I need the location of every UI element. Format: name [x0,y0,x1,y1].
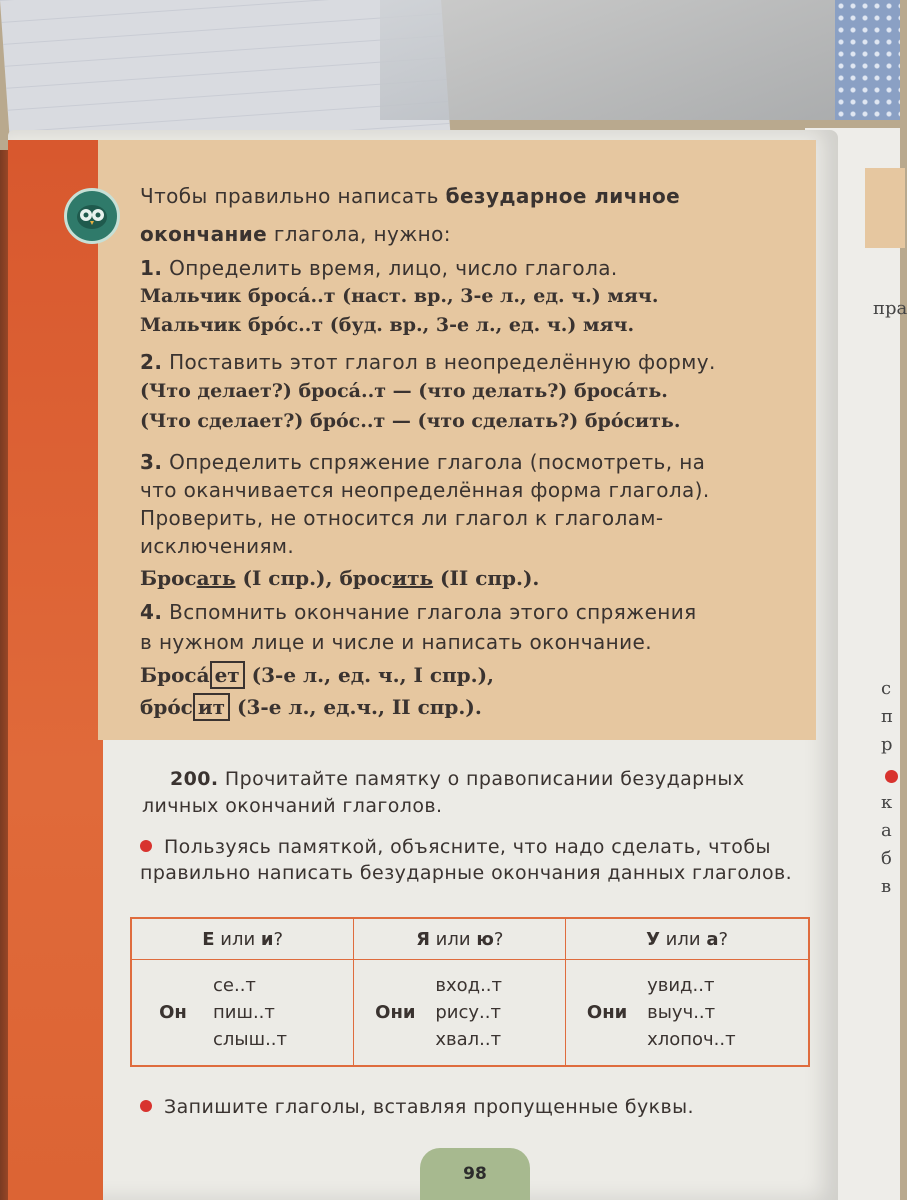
step-text: исключениям. [140,534,295,558]
bullet-icon [140,840,152,852]
verb-word: пиш..т [213,1002,275,1023]
example-lead: Мальчик [140,285,248,307]
pronoun: Они [375,1002,416,1023]
word-list [647,972,736,1053]
right-page-text: р [881,734,893,755]
step-number: 2. [140,350,163,374]
page-margin-strip [8,140,103,1200]
verb-word: увид..т [647,975,715,996]
example-rest: (II спр.). [433,566,540,590]
example-rest: — (что сделать?) бро́сить. [385,410,681,432]
example-verb: броса́..т [247,285,336,307]
step-number: 3. [140,450,163,474]
verb-word: слыш..т [213,1029,288,1050]
page-number: 98 [420,1148,530,1200]
rule-example [140,314,634,336]
table-cell [354,960,566,1067]
example-rest: (I спр.), [235,566,340,590]
example-rest: (буд. вр., 3-е л., ед. ч.) мяч. [323,314,635,336]
header-text: ? [273,928,284,950]
table-row [131,960,809,1067]
exercise-number: 200. [170,768,219,790]
step-text: Определить спряжение глагола (посмотреть, на [169,450,706,474]
verb-word: выуч..т [647,1002,716,1023]
example-stem: брос [339,566,393,590]
example-rest: (3-е л., ед.ч., II спр.). [230,695,482,719]
rule-example [140,410,680,432]
right-page-text: п [881,706,893,727]
right-page-text: пра [873,298,907,319]
right-page-text: а [881,820,892,841]
verb-word: рису..т [435,1002,501,1023]
rule-example [140,566,539,590]
rule-step-4 [140,600,697,624]
verb-word: вход..т [435,975,503,996]
word-list [435,972,502,1053]
example-ending: ить [392,566,434,590]
owl-icon [64,188,120,244]
right-page-text: к [881,792,893,813]
example-stem: Брос [140,566,197,590]
right-page-text: с [881,678,892,699]
exercise-heading [170,768,744,790]
rule-intro-text: Чтобы правильно написать [140,184,446,208]
rule-step-3 [140,450,705,474]
example-verb: бро́с..т [310,410,386,432]
verb-word: хлопоч..т [647,1029,736,1050]
task-text: правильно написать безударные окончания данных глаголов. [140,862,793,884]
right-page-bullet [885,770,898,783]
step-text: Поставить этот глагол в неопределённую форму. [169,350,716,374]
header-text: или [214,928,261,950]
rule-step-2 [140,350,716,374]
header-letter: и [260,928,274,950]
rule-intro-line2 [140,222,451,246]
table-cell [566,960,809,1067]
header-text: или [429,928,477,950]
rule-example [140,695,482,719]
word-list [213,972,287,1053]
header-text: или [659,928,707,950]
example-lead: (Что сделает?) [140,410,311,432]
example-ending: ать [196,566,236,590]
rule-intro-bold: окончание [140,222,268,246]
step-number: 4. [140,600,163,624]
example-lead: Мальчик [140,314,248,336]
rule-step-1 [140,256,618,280]
verb-word: хвал..т [435,1029,502,1050]
step-number: 1. [140,256,163,280]
exercise-task-2 [140,1096,694,1118]
step-text: Определить время, лицо, число глагола. [169,256,618,280]
example-ending-box: ит [193,693,230,721]
example-stem: Броса́ [140,663,210,687]
patterned-object-background [835,0,900,120]
right-page-text: в [881,876,892,897]
table-header-row [131,918,809,960]
header-letter: а [706,928,719,950]
step-text: что оканчивается неопределённая форма глагола). [140,478,710,502]
header-text: ? [493,928,504,950]
pronoun: Они [586,1002,628,1023]
rule-intro-bold: безударное личное [445,184,681,208]
right-page-text: б [881,848,892,869]
exercise-text: личных окончаний глаголов. [142,795,443,817]
table-header [131,918,354,960]
header-letter: У [646,928,660,950]
task-text: Запишите глаголы, вставляя пропущенные буквы. [164,1096,694,1118]
task-text: Пользуясь памяткой, объясните, что надо сделать, чтобы [164,836,771,858]
rule-example [140,663,494,687]
example-stem: бро́с [140,695,193,719]
rule-intro-line1 [140,184,680,208]
pronoun: Он [159,1002,187,1023]
rule-intro-text: глагола, нужно: [267,222,451,246]
step-text: Проверить, не относится ли глагол к глаголам- [140,506,664,530]
table-header [354,918,566,960]
example-rest: (наст. вр., 3-е л., ед. ч.) мяч. [335,285,659,307]
table-header [566,918,809,960]
header-letter: Я [416,928,430,950]
rule-example [140,380,668,402]
rule-example [140,285,658,307]
verb-word: се..т [213,975,256,996]
example-rest: (3-е л., ед. ч., I спр.), [244,663,495,687]
step-text: в нужном лице и числе и написать окончание. [140,630,652,654]
header-text: ? [718,928,729,950]
verb-table [130,917,810,1067]
step-text: Вспомнить окончание глагола этого спряжения [169,600,697,624]
table-cell [131,960,354,1067]
plastic-cover-background [380,0,850,120]
exercise-text: Прочитайте памятку о правописании безударных [218,768,745,790]
example-lead: (Что делает?) [140,380,299,402]
right-page-band [865,168,905,248]
exercise-task-1 [140,836,771,858]
example-rest: — (что делать?) броса́ть. [385,380,668,402]
example-verb: броса́..т [298,380,386,402]
example-ending-box: ет [210,661,245,689]
example-verb: бро́с..т [247,314,324,336]
header-letter: ю [476,928,494,950]
header-letter: Е [202,928,215,950]
bullet-icon [140,1100,152,1112]
